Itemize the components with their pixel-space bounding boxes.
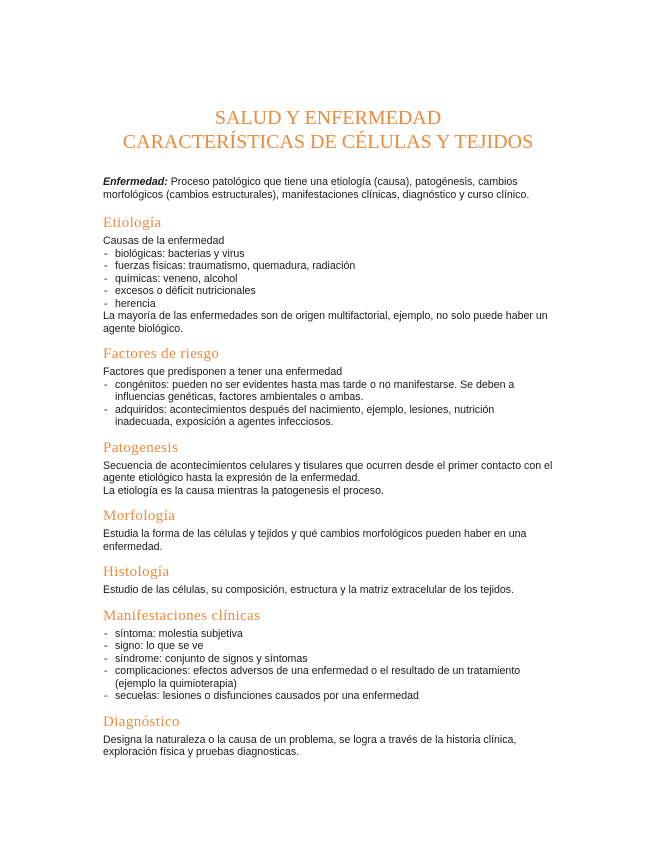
diagnostico-text: Designa la naturaleza o la causa de un problema, se logra a través de la historia clínica, exploración física y pruebas diagnosticas. <box>103 733 517 758</box>
histologia-text: Estudio de las células, su composición, estructura y la matriz extracelular de los tejidos. <box>103 584 514 596</box>
heading-diagnostico: Diagnóstico <box>103 713 180 730</box>
morfologia-text: Estudia la forma de las células y tejidos y qué cambios morfológicos pueden haber en una enfermedad. <box>103 528 527 553</box>
heading-histologia: Histología <box>103 564 170 580</box>
document-title <box>103 0 553 154</box>
intro-term: Enfermedad: <box>103 176 168 188</box>
etiologia-note: La mayoría de las enfermedades son de origen multifactorial, ejemplo, no solo puede haber un agente biológico. <box>103 310 548 335</box>
patogenesis-text-1: Secuencia de acontecimientos celulares y tisulares que ocurren desde el primer contacto con el agente etiológico hasta la expresión de la enfermedad. <box>103 459 553 484</box>
etiologia-list <box>103 248 553 311</box>
factores-list <box>103 379 553 429</box>
list-item: - síntoma: molestia subjetiva <box>103 628 553 641</box>
heading-factores-riesgo: Factores de riesgo <box>103 346 220 362</box>
heading-patogenesis: Patogenesis <box>103 439 179 456</box>
list-item: - herencia <box>103 298 553 311</box>
list-item: - complicaciones: efectos adversos de una enfermedad o el resultado de un tratamiento (ejemplo la quimioterapia) <box>103 665 553 690</box>
title-line-2: CARACTERÍSTICAS DE CÉLULAS Y TEJIDOS <box>122 131 534 153</box>
list-item: - congénitos: pueden no ser evidentes hasta mas tarde o no manifestarse. Se deben a influencias genéticas, factores ambientales o ambas. <box>103 379 553 404</box>
factores-lead: Factores que predisponen a tener una enfermedad <box>103 366 343 378</box>
heading-etiologia: Etiología <box>103 215 162 231</box>
list-item: - signo: lo que se ve <box>103 640 553 653</box>
intro-paragraph <box>103 176 553 202</box>
list-item: - síndrome: conjunto de signos y síntomas <box>103 653 553 666</box>
intro-text: Proceso patológico que tiene una etiología (causa), patogénesis, cambios morfológicos (cambios estructurales), manifestaciones clínicas, diagnóstico y curso clínico. <box>103 176 530 201</box>
list-item: - biológicas: bacterias y virus <box>103 248 553 261</box>
manifestaciones-list <box>103 628 553 703</box>
heading-manifestaciones-clinicas: Manifestaciones clínicas <box>103 607 261 624</box>
etiologia-lead: Causas de la enfermedad <box>103 235 225 247</box>
list-item: - químicas: veneno, alcohol <box>103 273 553 286</box>
list-item: - adquiridos: acontecimientos después del nacimiento, ejemplo, lesiones, nutrición inadecuada, exposición a agentes infecciosos. <box>103 404 553 429</box>
heading-morfologia: Morfología <box>103 508 176 524</box>
list-item: - excesos o déficit nutricionales <box>103 285 553 298</box>
title-line-1: SALUD Y ENFERMEDAD <box>214 107 442 129</box>
list-item: - fuerzas físicas: traumatismo, quemadura, radiación <box>103 260 553 273</box>
list-item: - secuelas: lesiones o disfunciones causados por una enfermedad <box>103 690 553 703</box>
patogenesis-text-2: La etiología es la causa mientras la patogenesis el proceso. <box>103 484 384 497</box>
